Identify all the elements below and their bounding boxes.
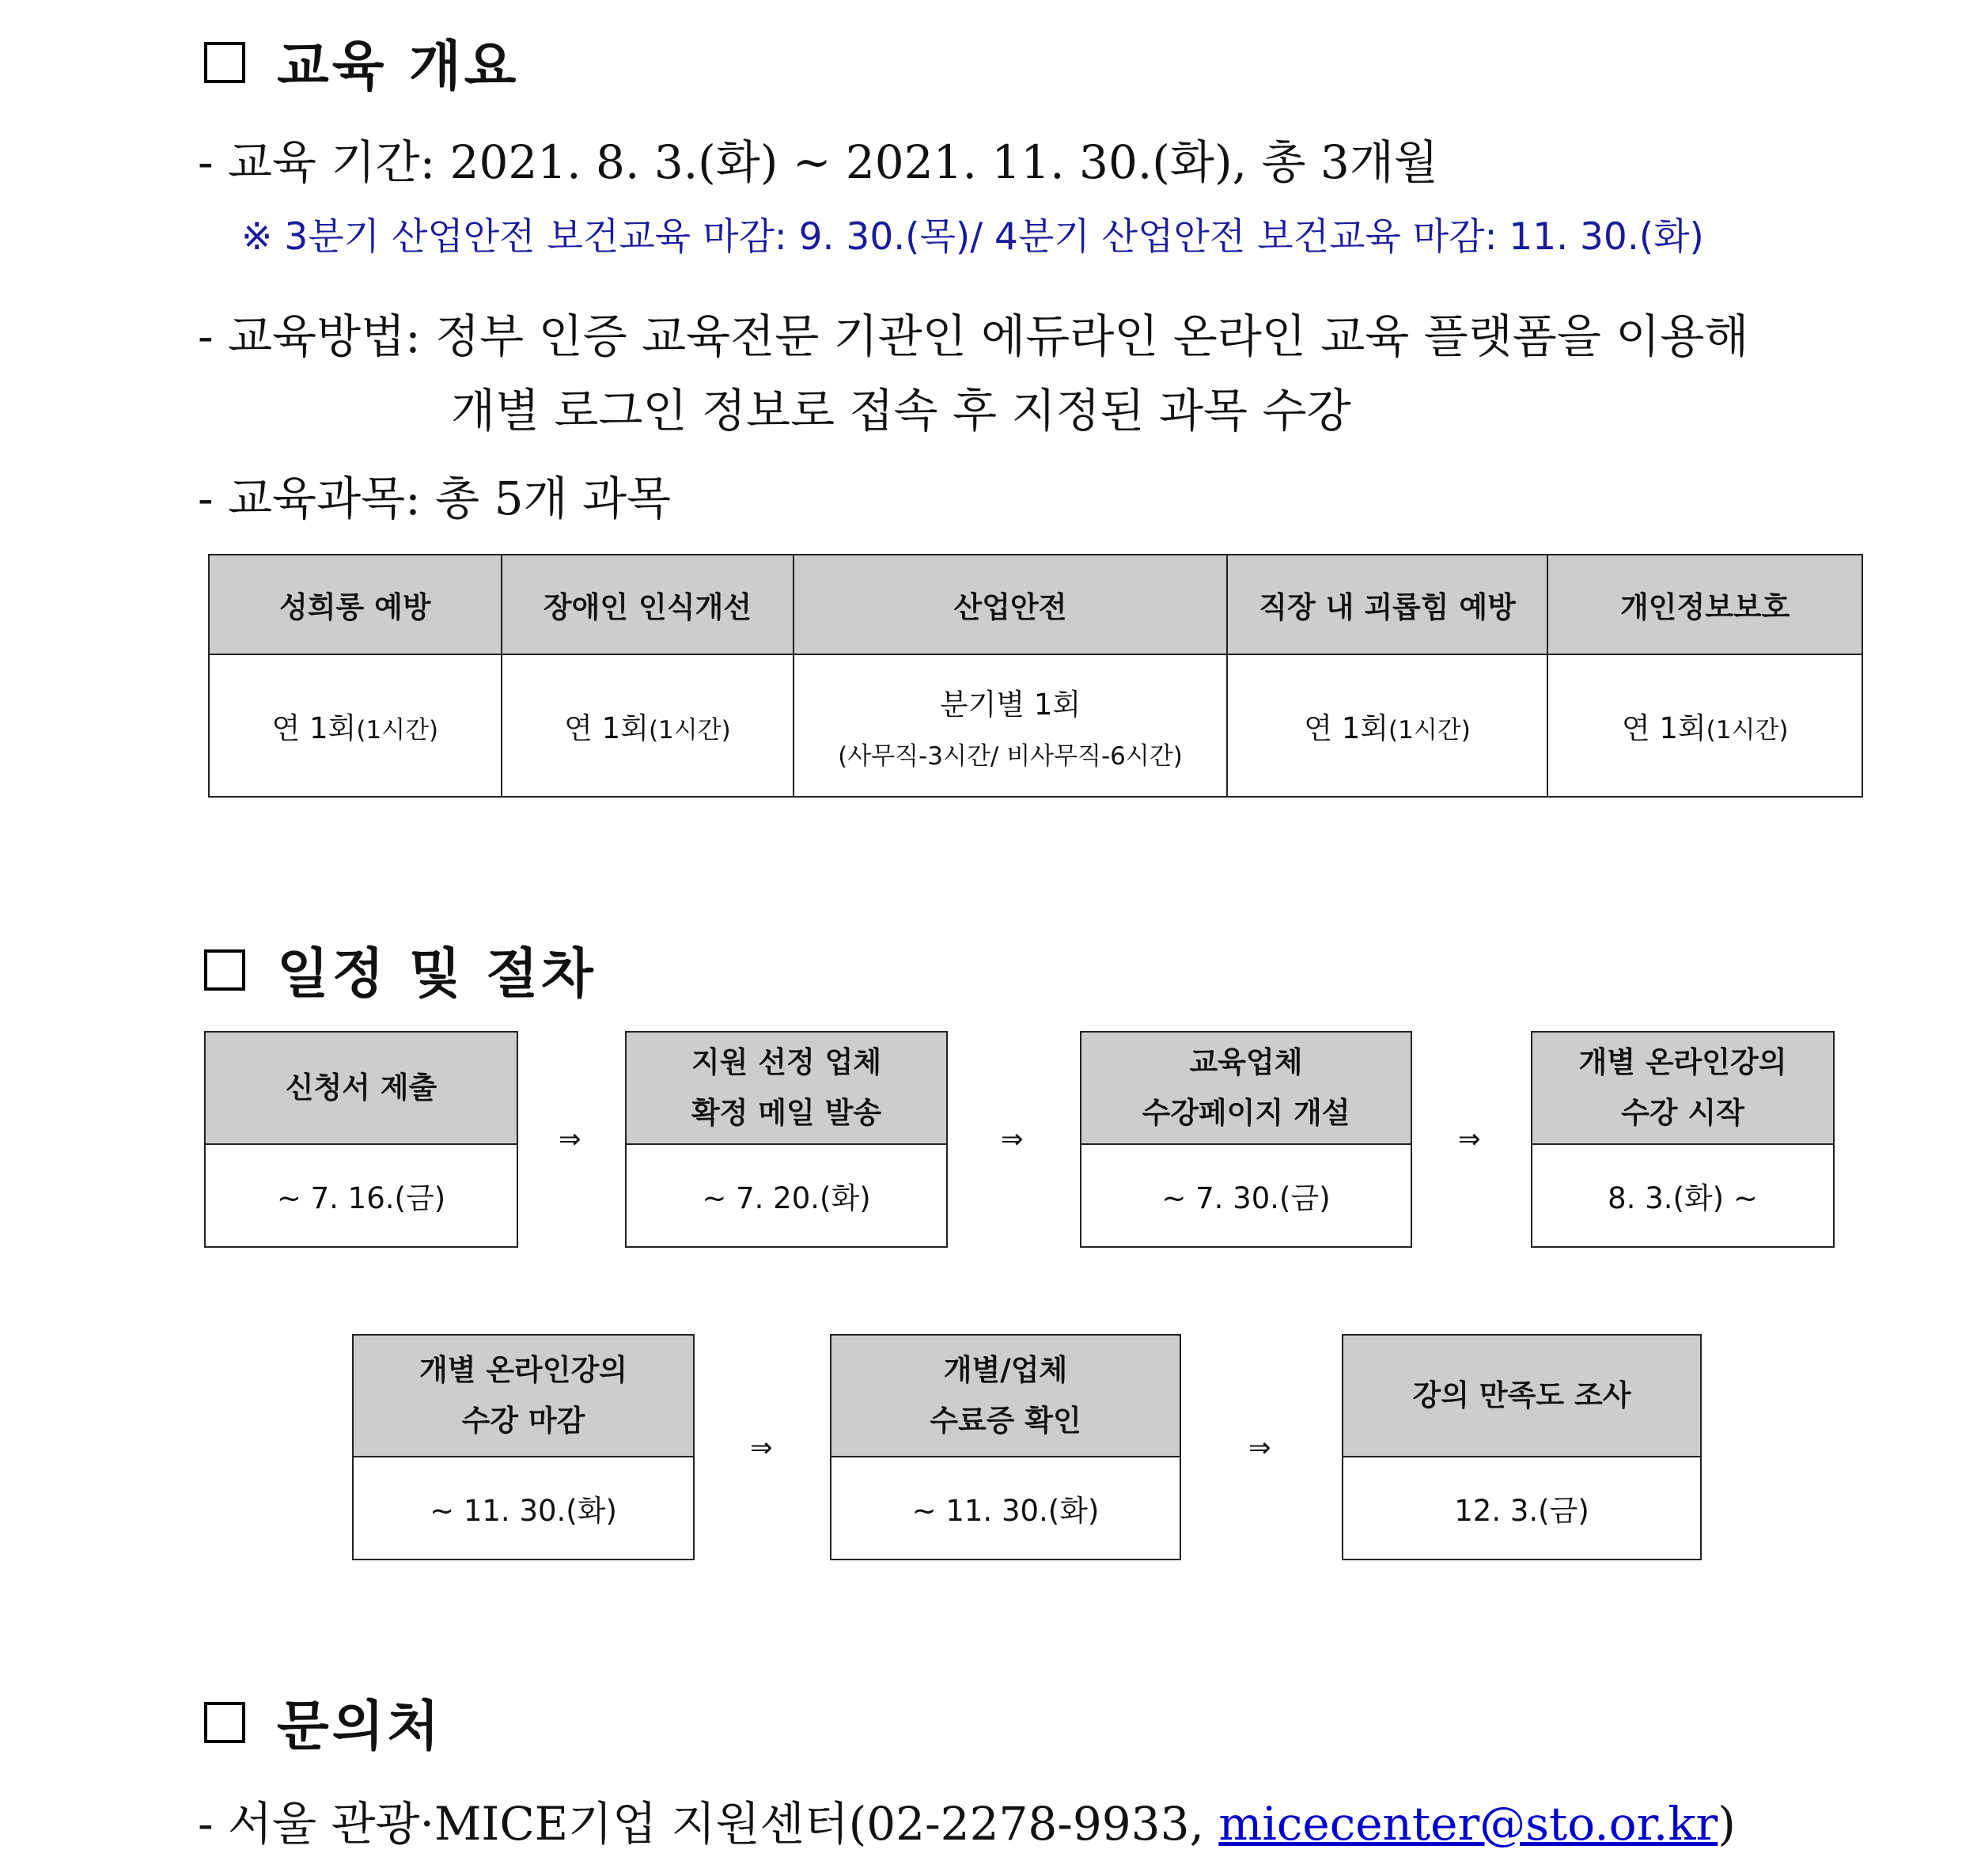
checkbox-square-icon xyxy=(204,42,245,83)
course-frequency: 연 1회 xyxy=(564,711,649,745)
course-frequency: 연 1회 xyxy=(1304,711,1389,745)
arrow-icon: ⇒ xyxy=(750,1432,773,1464)
section-title: 문의처 xyxy=(277,1696,443,1758)
step-title-line: 강의 만족도 조사 xyxy=(1412,1378,1631,1412)
step-box xyxy=(1080,1031,1412,1248)
course-frequency: 연 1회 xyxy=(1621,711,1706,745)
table-header-cell: 장애인 인식개선 xyxy=(502,555,794,654)
step-date: ~ 11. 30.(화) xyxy=(430,1494,617,1528)
step-title-line: 확정 메일 발송 xyxy=(691,1096,882,1130)
step-box xyxy=(830,1334,1181,1560)
table-cell xyxy=(502,654,794,797)
section-contact-header xyxy=(204,1684,442,1760)
step-date: 8. 3.(화) ~ xyxy=(1608,1181,1758,1215)
table-header-cell: 개인정보보호 xyxy=(1547,555,1862,654)
step-title-line: 지원 선정 업체 xyxy=(691,1045,882,1079)
step-box xyxy=(1531,1031,1835,1248)
contact-line xyxy=(198,1787,1736,1853)
step-date: ~ 7. 20.(화) xyxy=(702,1181,871,1215)
course-duration: (1시간) xyxy=(1706,716,1789,745)
arrow-icon: ⇒ xyxy=(559,1124,581,1155)
table-header-cell: 성희롱 예방 xyxy=(209,555,502,654)
step-date: 12. 3.(금) xyxy=(1454,1494,1589,1528)
table-header-cell: 산업안전 xyxy=(794,555,1226,654)
arrow-icon: ⇒ xyxy=(1458,1124,1481,1155)
step-title xyxy=(354,1336,693,1457)
step-date: ~ 11. 30.(화) xyxy=(911,1494,1100,1528)
arrow-icon: ⇒ xyxy=(1248,1432,1271,1464)
course-duration: (사무직-3시간/ 비사무직-6시간) xyxy=(838,741,1183,771)
table-cell xyxy=(1227,654,1548,797)
method-line-2: 개별 로그인 정보로 접속 후 지정된 과목 수강 xyxy=(451,384,1351,438)
contact-text-end: ) xyxy=(1718,1797,1736,1851)
section-overview-header xyxy=(204,24,519,100)
section-schedule-header xyxy=(204,931,597,1008)
email-link[interactable]: micecenter@sto.or.kr xyxy=(1218,1797,1718,1851)
step-title-line: 수강 시작 xyxy=(1621,1096,1744,1130)
contact-text: - 서울 관광·MICE기업 지원센터(02-2278-9933, xyxy=(198,1797,1219,1851)
table-header-row xyxy=(209,555,1862,654)
step-title xyxy=(1532,1033,1833,1145)
course-duration: (1시간) xyxy=(1388,716,1471,745)
step-title xyxy=(1343,1336,1700,1457)
step-box xyxy=(1342,1334,1702,1560)
table-header-cell: 직장 내 괴롭힘 예방 xyxy=(1227,555,1548,654)
section-title: 교육 개요 xyxy=(277,36,520,98)
period-line: - 교육 기간: 2021. 8. 3.(화) ~ 2021. 11. 30.(화), 총 3개월 xyxy=(198,135,1438,189)
method-line-1: - 교육방법: 정부 인증 교육전문 기관인 에듀라인 온라인 교육 플랫폼을 이용해 xyxy=(198,309,1749,363)
checkbox-square-icon xyxy=(204,1702,245,1743)
step-date: ~ 7. 30.(금) xyxy=(1161,1181,1331,1215)
step-title-line: 교육업체 xyxy=(1189,1045,1303,1079)
table-cell xyxy=(794,654,1226,797)
step-title-line: 수강 마감 xyxy=(461,1404,585,1438)
course-frequency: 분기별 1회 xyxy=(939,687,1081,722)
step-title-line: 신청서 제출 xyxy=(285,1071,437,1105)
courses-table xyxy=(208,554,1863,798)
table-cell xyxy=(209,654,502,797)
checkbox-square-icon xyxy=(204,949,245,991)
step-title xyxy=(1081,1033,1411,1145)
period-note: ※ 3분기 산업안전 보건교육 마감: 9. 30.(목)/ 4분기 산업안전 보건교육 마감: 11. 30.(화) xyxy=(241,215,1704,259)
section-title: 일정 및 절차 xyxy=(277,943,597,1006)
course-duration: (1시간) xyxy=(648,716,731,745)
step-title-line: 개별 온라인강의 xyxy=(1578,1045,1787,1079)
step-title xyxy=(627,1033,946,1145)
table-cell xyxy=(1547,654,1862,797)
step-title xyxy=(831,1336,1180,1457)
step-box xyxy=(625,1031,948,1248)
course-duration: (1시간) xyxy=(356,716,439,745)
step-box xyxy=(352,1334,695,1560)
step-title-line: 수강페이지 개설 xyxy=(1142,1096,1350,1130)
table-row xyxy=(209,654,1862,797)
subjects-line: - 교육과목: 총 5개 과목 xyxy=(198,472,672,525)
step-title xyxy=(206,1033,517,1145)
step-title-line: 수료증 확인 xyxy=(930,1404,1081,1438)
step-box xyxy=(204,1031,518,1248)
step-title-line: 개별/업체 xyxy=(943,1353,1068,1387)
step-title-line: 개별 온라인강의 xyxy=(419,1353,628,1387)
arrow-icon: ⇒ xyxy=(1001,1124,1024,1155)
step-date: ~ 7. 16.(금) xyxy=(276,1181,446,1215)
course-frequency: 연 1회 xyxy=(271,711,357,745)
